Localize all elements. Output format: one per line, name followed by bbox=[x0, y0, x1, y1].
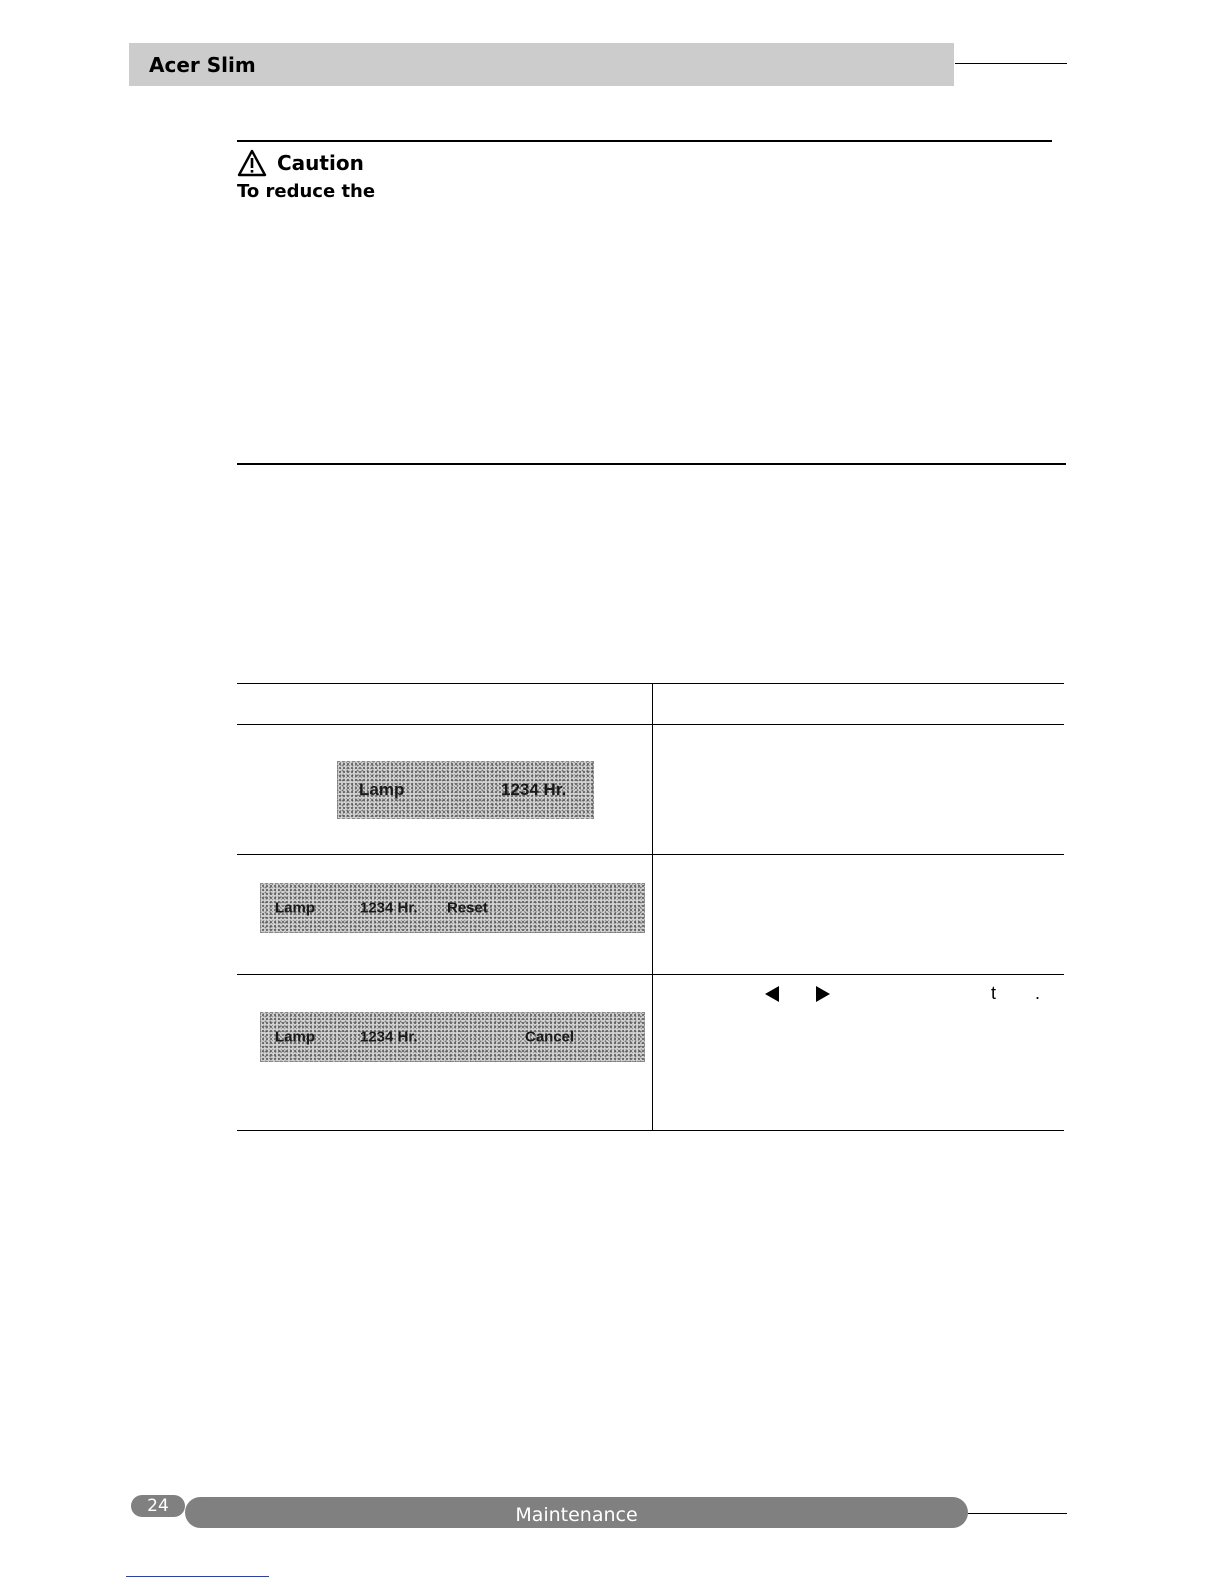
caution-text: To reduce the bbox=[237, 181, 376, 202]
warning-triangle-icon bbox=[237, 149, 267, 177]
table-column-divider bbox=[652, 683, 653, 1131]
header-rule bbox=[955, 63, 1067, 64]
table-bottom-rule bbox=[237, 1130, 1064, 1131]
caution-bottom-rule bbox=[237, 463, 1066, 465]
text-fragment: t bbox=[991, 983, 997, 1003]
page-number-badge: 24 bbox=[131, 1495, 185, 1517]
osd-lamp-hours: 1234 Hr. bbox=[360, 899, 418, 917]
osd-lamp-label: Lamp bbox=[359, 780, 405, 799]
osd-lamp-label: Lamp bbox=[275, 899, 316, 917]
document-title: Acer Slim bbox=[149, 53, 256, 77]
caution-top-rule bbox=[237, 140, 1052, 142]
table-top-rule bbox=[237, 683, 1064, 684]
osd-lamp-cancel-screen bbox=[260, 1012, 645, 1062]
text-fragment: . bbox=[1035, 983, 1041, 1003]
table-header-rule bbox=[237, 724, 1064, 725]
right-arrow-icon bbox=[814, 985, 832, 1003]
osd-lamp-reset-screen bbox=[260, 883, 645, 933]
footer-rule bbox=[968, 1513, 1067, 1514]
osd-lamp-label: Lamp bbox=[275, 1028, 316, 1046]
osd-reset-option: Reset bbox=[447, 899, 488, 917]
header-bar bbox=[129, 43, 954, 86]
osd-lamp-hours: 1234 Hr. bbox=[360, 1028, 418, 1046]
table-row-divider bbox=[237, 854, 1064, 855]
caution-label: Caution bbox=[277, 151, 364, 175]
left-arrow-icon bbox=[763, 985, 781, 1003]
osd-lamp-hours-screen bbox=[337, 761, 594, 819]
osd-lamp-hours: 1234 Hr. bbox=[501, 780, 567, 799]
footer-link-underline bbox=[126, 1576, 269, 1577]
caution-heading bbox=[237, 148, 364, 178]
osd-cancel-option: Cancel bbox=[525, 1028, 575, 1046]
footer-section-bar: Maintenance bbox=[185, 1497, 968, 1528]
table-row-divider bbox=[237, 974, 1064, 975]
